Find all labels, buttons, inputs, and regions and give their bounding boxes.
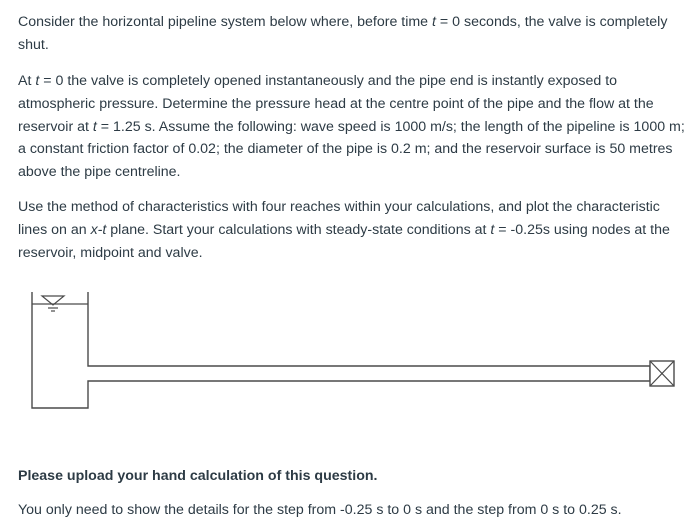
- method-paragraph: Use the method of characteristics with four reaches within your calculations, and plot the characteristic lines on an x-t plane. Start your calculations with steady-state conditions at t = -0.25s using nodes at the reservoir, midpoint and valve.: [18, 199, 670, 261]
- reservoir-tank: [32, 292, 650, 408]
- pipeline-diagram: [0, 280, 700, 420]
- upload-instruction: Please upload your hand calculation of this question.: [18, 468, 378, 484]
- scope-note: You only need to show the details for the step from -0.25 s to 0 s and the step from 0 s to 0.25 s.: [18, 502, 622, 518]
- valve-x-box-icon: [650, 361, 674, 386]
- problem-paragraph: At t = 0 the valve is completely opened instantaneously and the pipe end is instantly exposed to atmospheric pressure. Determine the pressure head at the centre point of the pipe and the flow at the reservoir at t = 1.25 s. Assume the following: wave speed is 1000 m/s; the length of the pipeline is 1000 m; a constant friction factor of 0.02; the diameter of the pipe is 0.2 m; and the reservoir surface is 50 metres above the pipe centreline.: [18, 73, 685, 181]
- intro-paragraph: Consider the horizontal pipeline system below where, before time t = 0 seconds, the valve is completely shut.: [18, 14, 668, 53]
